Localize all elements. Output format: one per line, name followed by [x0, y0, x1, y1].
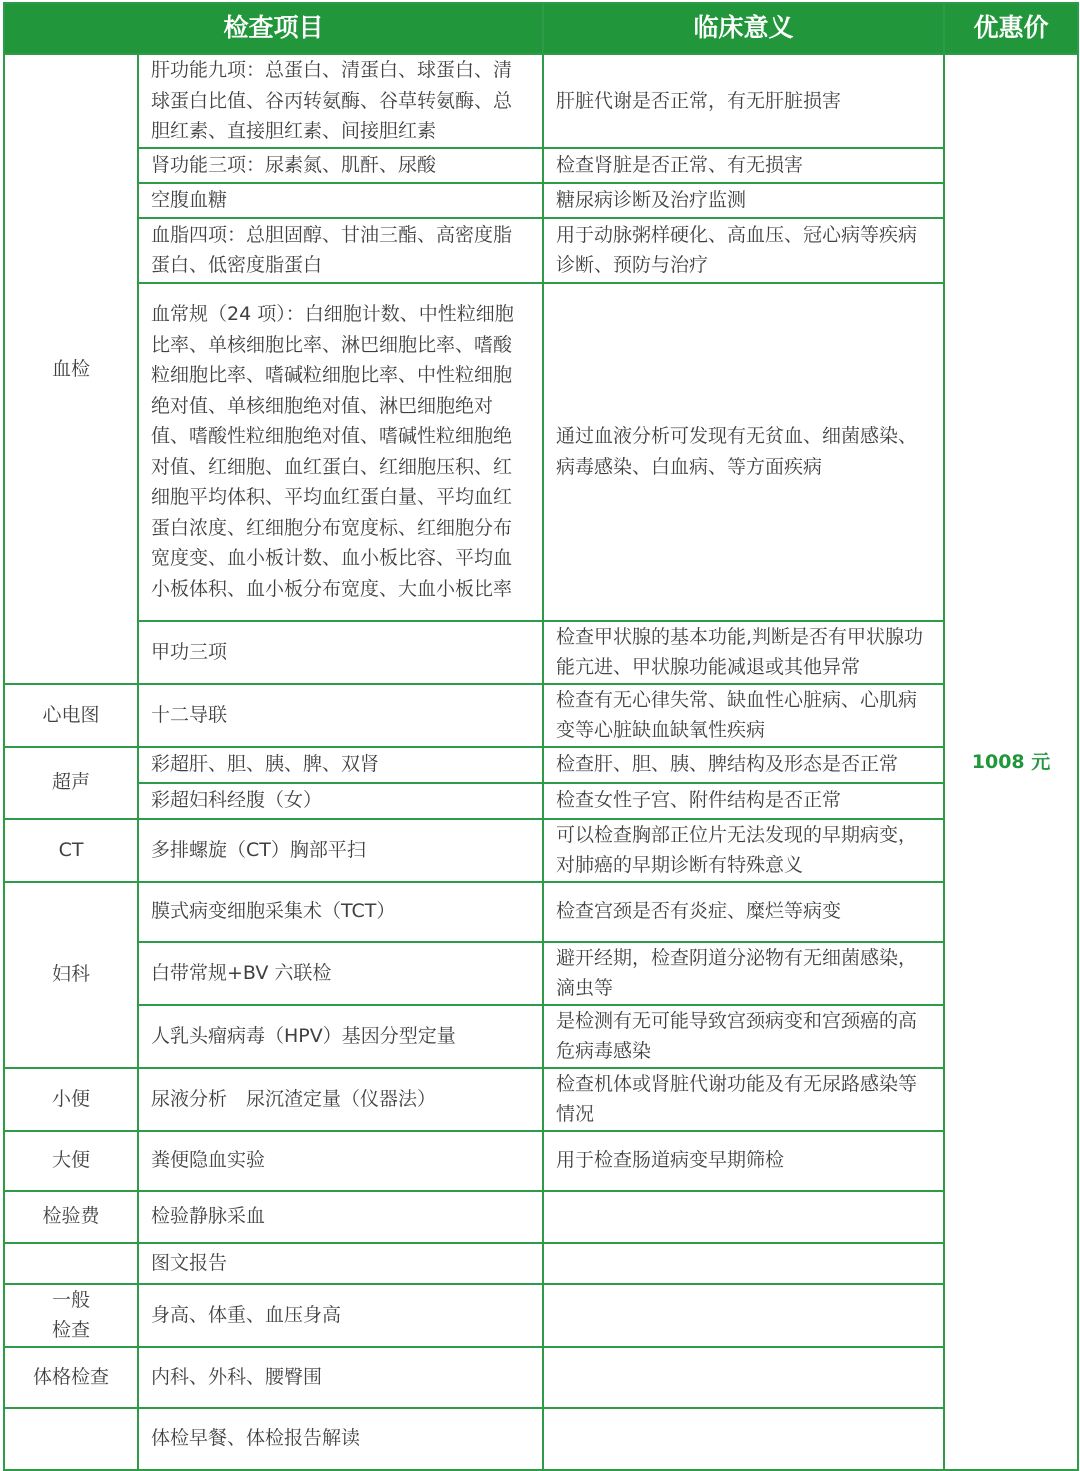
meaning-cell	[543, 1408, 944, 1470]
table-row	[4, 1005, 1078, 1068]
item-cell: 检验静脉采血	[138, 1191, 543, 1243]
item-cell: 粪便隐血实验	[138, 1131, 543, 1191]
item-cell: 白带常规+BV 六联检	[138, 942, 543, 1005]
table-row	[4, 942, 1078, 1005]
item-cell: 内科、外科、腰臀围	[138, 1347, 543, 1408]
meaning-cell: 检查宫颈是否有炎症、糜烂等病变	[543, 882, 944, 942]
table-row	[4, 1068, 1078, 1131]
item-cell: 尿液分析 尿沉渣定量（仪器法）	[138, 1068, 543, 1131]
item-cell: 多排螺旋（CT）胸部平扫	[138, 819, 543, 882]
table-row	[4, 747, 1078, 783]
item-cell: 彩超妇科经腹（女）	[138, 783, 543, 819]
item-cell: 血常规（24 项）：白细胞计数、中性粒细胞比率、单核细胞比率、淋巴细胞比率、嗜酸粒细胞比率、嗜碱粒细胞比率、中性粒细胞绝对值、单核细胞绝对值、淋巴细胞绝对值、嗜酸性粒细胞绝对值、嗜碱性粒细胞绝对值、红细胞、血红蛋白、红细胞压积、红细胞平均体积、平均血红蛋白量、平均血红蛋白浓度、红细胞分布宽度标、红细胞分布宽度变、血小板计数、血小板比容、平均血小板体积、血小板分布宽度、大血小板比率	[138, 283, 543, 621]
item-cell: 人乳头瘤病毒（HPV）基因分型定量	[138, 1005, 543, 1068]
item-cell: 空腹血糖	[138, 183, 543, 218]
item-cell: 体检早餐、体检报告解读	[138, 1408, 543, 1470]
table-row	[4, 1191, 1078, 1243]
table-row	[4, 783, 1078, 819]
table-row	[4, 1347, 1078, 1408]
meaning-cell: 肝脏代谢是否正常，有无肝脏损害	[543, 54, 944, 148]
meaning-cell: 用于动脉粥样硬化、高血压、冠心病等疾病诊断、预防与治疗	[543, 218, 944, 283]
item-cell: 肾功能三项：尿素氮、肌酐、尿酸	[138, 148, 543, 183]
meaning-cell: 是检测有无可能导致宫颈病变和宫颈癌的高危病毒感染	[543, 1005, 944, 1068]
meaning-cell	[543, 1347, 944, 1408]
header-meaning: 临床意义	[543, 3, 944, 54]
meaning-cell	[543, 1284, 944, 1347]
category-cell: 超声	[4, 747, 138, 819]
meaning-cell: 用于检查肠道病变早期筛检	[543, 1131, 944, 1191]
table-row	[4, 54, 1078, 148]
table-row	[4, 283, 1078, 621]
item-cell: 甲功三项	[138, 621, 543, 684]
table-row	[4, 882, 1078, 942]
table-row	[4, 684, 1078, 747]
item-cell: 彩超肝、胆、胰、脾、双肾	[138, 747, 543, 783]
meaning-cell: 检查有无心律失常、缺血性心脏病、心肌病变等心脏缺血缺氧性疾病	[543, 684, 944, 747]
table-row	[4, 218, 1078, 283]
meaning-cell: 可以检查胸部正位片无法发现的早期病变，对肺癌的早期诊断有特殊意义	[543, 819, 944, 882]
category-cell: 血检	[4, 54, 138, 684]
checkup-package-table	[3, 2, 1079, 1471]
header-price: 优惠价	[944, 3, 1078, 54]
meaning-cell: 检查女性子宫、附件结构是否正常	[543, 783, 944, 819]
item-cell: 十二导联	[138, 684, 543, 747]
item-cell: 膜式病变细胞采集术（TCT）	[138, 882, 543, 942]
table-row	[4, 1243, 1078, 1284]
meaning-cell: 检查肝、胆、胰、脾结构及形态是否正常	[543, 747, 944, 783]
meaning-cell	[543, 1191, 944, 1243]
category-cell: 心电图	[4, 684, 138, 747]
table-row	[4, 1284, 1078, 1347]
category-cell	[4, 1408, 138, 1470]
category-cell: 体格检查	[4, 1347, 138, 1408]
meaning-cell	[543, 1243, 944, 1284]
price-cell: 1008 元	[944, 54, 1078, 1470]
category-cell	[4, 1243, 138, 1284]
category-cell: 大便	[4, 1131, 138, 1191]
meaning-cell: 检查甲状腺的基本功能,判断是否有甲状腺功能亢进、甲状腺功能减退或其他异常	[543, 621, 944, 684]
category-cell: 小便	[4, 1068, 138, 1131]
table-row	[4, 1131, 1078, 1191]
item-cell: 血脂四项：总胆固醇、甘油三酯、高密度脂蛋白、低密度脂蛋白	[138, 218, 543, 283]
table-row	[4, 819, 1078, 882]
meaning-cell: 通过血液分析可发现有无贫血、细菌感染、病毒感染、白血病、等方面疾病	[543, 283, 944, 621]
table-row	[4, 148, 1078, 183]
meaning-cell: 检查肾脏是否正常、有无损害	[543, 148, 944, 183]
category-cell: 妇科	[4, 882, 138, 1068]
category-cell: 一般 检查	[4, 1284, 138, 1347]
table-row	[4, 1408, 1078, 1470]
table-header-row	[4, 3, 1078, 54]
meaning-cell: 糖尿病诊断及治疗监测	[543, 183, 944, 218]
item-cell: 肝功能九项：总蛋白、清蛋白、球蛋白、清球蛋白比值、谷丙转氨酶、谷草转氨酶、总胆红素、直接胆红素、间接胆红素	[138, 54, 543, 148]
table-row	[4, 621, 1078, 684]
item-cell: 身高、体重、血压身高	[138, 1284, 543, 1347]
category-cell: 检验费	[4, 1191, 138, 1243]
header-item: 检查项目	[4, 3, 543, 54]
table-row	[4, 183, 1078, 218]
category-cell: CT	[4, 819, 138, 882]
item-cell: 图文报告	[138, 1243, 543, 1284]
meaning-cell: 避开经期，检查阴道分泌物有无细菌感染，滴虫等	[543, 942, 944, 1005]
meaning-cell: 检查机体或肾脏代谢功能及有无尿路感染等情况	[543, 1068, 944, 1131]
